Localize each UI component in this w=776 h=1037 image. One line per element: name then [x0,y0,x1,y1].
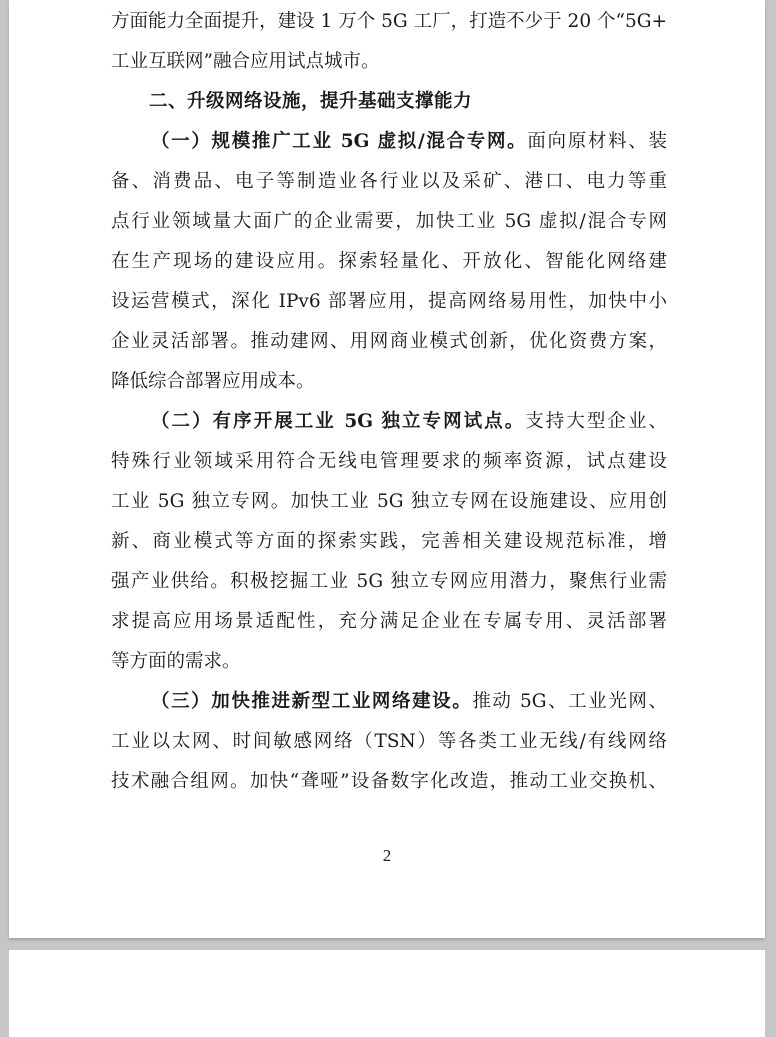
paragraph-line: 工业以太网、时间敏感网络（TSN）等各类工业无线/有线网络 [111,731,667,752]
paragraph-line [151,682,667,722]
paragraph-line: 等方面的需求。 [111,651,241,672]
paragraph-line: 特殊行业领域采用符合无线电管理要求的频率资源，试点建设 [111,451,667,472]
item-title: （二）有序开展工业 5G 独立专网试点。 [151,411,526,432]
paragraph-line: 设运营模式，深化 IPv6 部署应用，提高网络易用性，加快中小 [111,291,667,312]
paragraph-line: 工业 5G 独立专网。加快工业 5G 独立专网在设施建设、应用创 [111,491,667,512]
paragraph-line [151,402,667,442]
paragraph-line: 降低综合部署应用成本。 [111,371,315,392]
item-text: 支持大型企业、 [525,411,667,432]
paragraph-line: 在生产现场的建设应用。探索轻量化、开放化、智能化网络建 [111,251,667,272]
item-title: （三）加快推进新型工业网络建设。 [151,691,473,712]
paragraph-line: 技术融合组网。加快“聋哑”设备数字化改造，推动工业交换机、 [111,771,667,792]
next-document-page [9,950,765,1037]
page-number: 2 [382,846,392,865]
paragraph-line: 工业互联网”融合应用试点城市。 [111,51,380,72]
paragraph-line: 强产业供给。积极挖掘工业 5G 独立专网应用潜力，聚焦行业需 [111,571,667,592]
document-page [9,0,765,938]
section-heading: 二、升级网络设施，提升基础支撑能力 [149,91,473,112]
paragraph-line: 企业灵活部署。推动建网、用网商业模式创新，优化资费方案， [111,331,667,352]
paragraph-line: 备、消费品、电子等制造业各行业以及采矿、港口、电力等重 [111,171,667,192]
item-text: 面向原材料、装 [527,131,667,152]
item-text: 推动 5G、工业光网、 [472,691,667,712]
paragraph-line: 点行业领域量大面广的企业需要，加快工业 5G 虚拟/混合专网 [111,211,667,232]
paragraph-line [151,122,667,162]
paragraph-line: 求提高应用场景适配性，充分满足企业在专属专用、灵活部署 [111,611,667,632]
paragraph-line: 方面能力全面提升，建设 1 万个 5G 工厂，打造不少于 20 个“5G+ [111,11,667,32]
paragraph-line: 新、商业模式等方面的探索实践，完善相关建设规范标准，增 [111,531,667,552]
item-title: （一）规模推广工业 5G 虚拟/混合专网。 [151,131,528,152]
